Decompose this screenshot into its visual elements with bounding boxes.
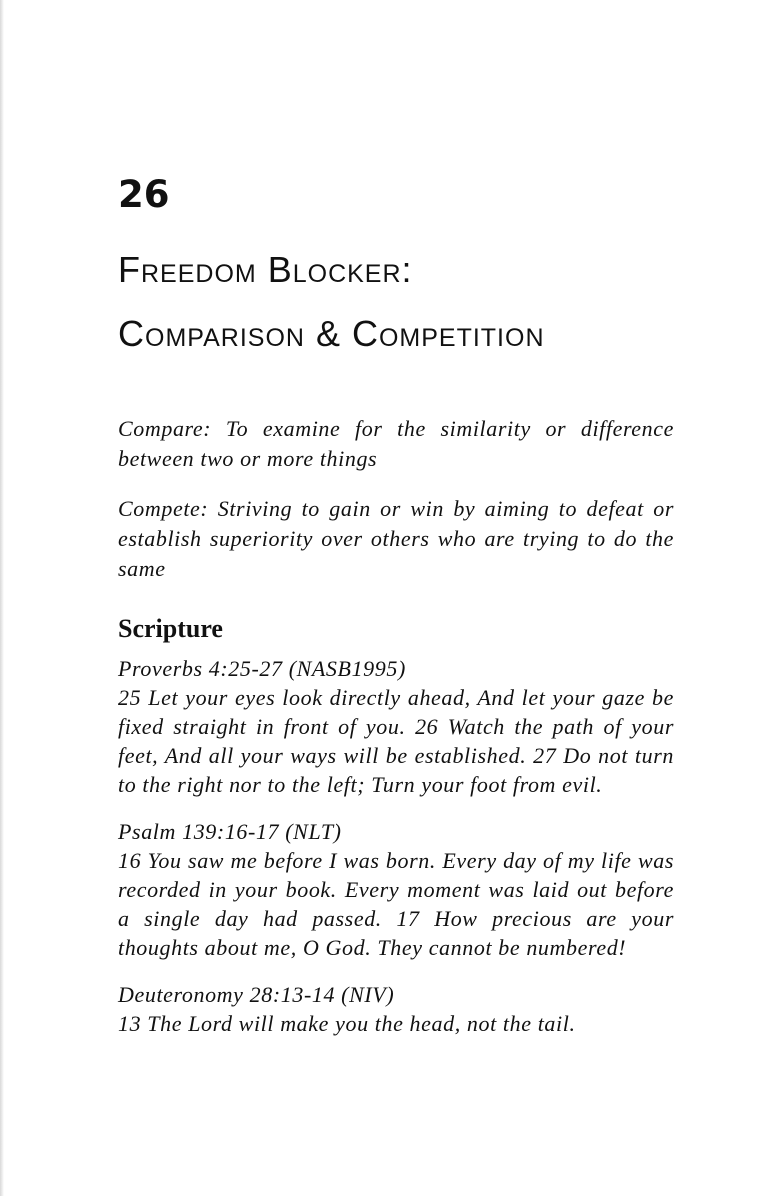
chapter-number: 26 — [118, 173, 170, 216]
section-heading-scripture: Scripture — [118, 614, 223, 643]
passage-reference: Psalm 139:16-17 (NLT) — [118, 819, 342, 844]
passage-reference: Proverbs 4:25-27 (NASB1995) — [118, 656, 406, 681]
scripture-passage — [118, 654, 674, 799]
chapter-title-line-1: Freedom Blocker: — [118, 249, 413, 290]
passage-text: 16 You saw me before I was born. Every day of my life was recorded in your book. Every moment was laid out before a single day had passed. 17 How precious are your thoughts about me, O God. They cannot be numbered! — [118, 848, 674, 960]
page-content — [118, 170, 674, 1056]
chapter-title-line-2: Comparison & Competition — [118, 313, 545, 354]
definition-compare: Compare: To examine for the similarity or difference between two or more things — [118, 416, 674, 471]
definitions — [118, 414, 674, 584]
passage-text: 25 Let your eyes look directly ahead, And let your gaze be fixed straight in front of you. 26 Watch the path of your feet, And all your ways will be established. 27 Do not turn to the right nor to the left; Turn your foot from evil. — [118, 685, 674, 797]
passage-text: 13 The Lord will make you the head, not the tail. — [118, 1011, 576, 1036]
passage-reference: Deuteronomy 28:13-14 (NIV) — [118, 982, 395, 1007]
chapter-title — [118, 238, 674, 366]
scripture-passage — [118, 980, 674, 1038]
page-edge — [0, 0, 4, 1196]
scripture-passage — [118, 817, 674, 962]
definition-compete: Compete: Striving to gain or win by aiming to defeat or establish superiority over others who are trying to do the same — [118, 496, 674, 581]
